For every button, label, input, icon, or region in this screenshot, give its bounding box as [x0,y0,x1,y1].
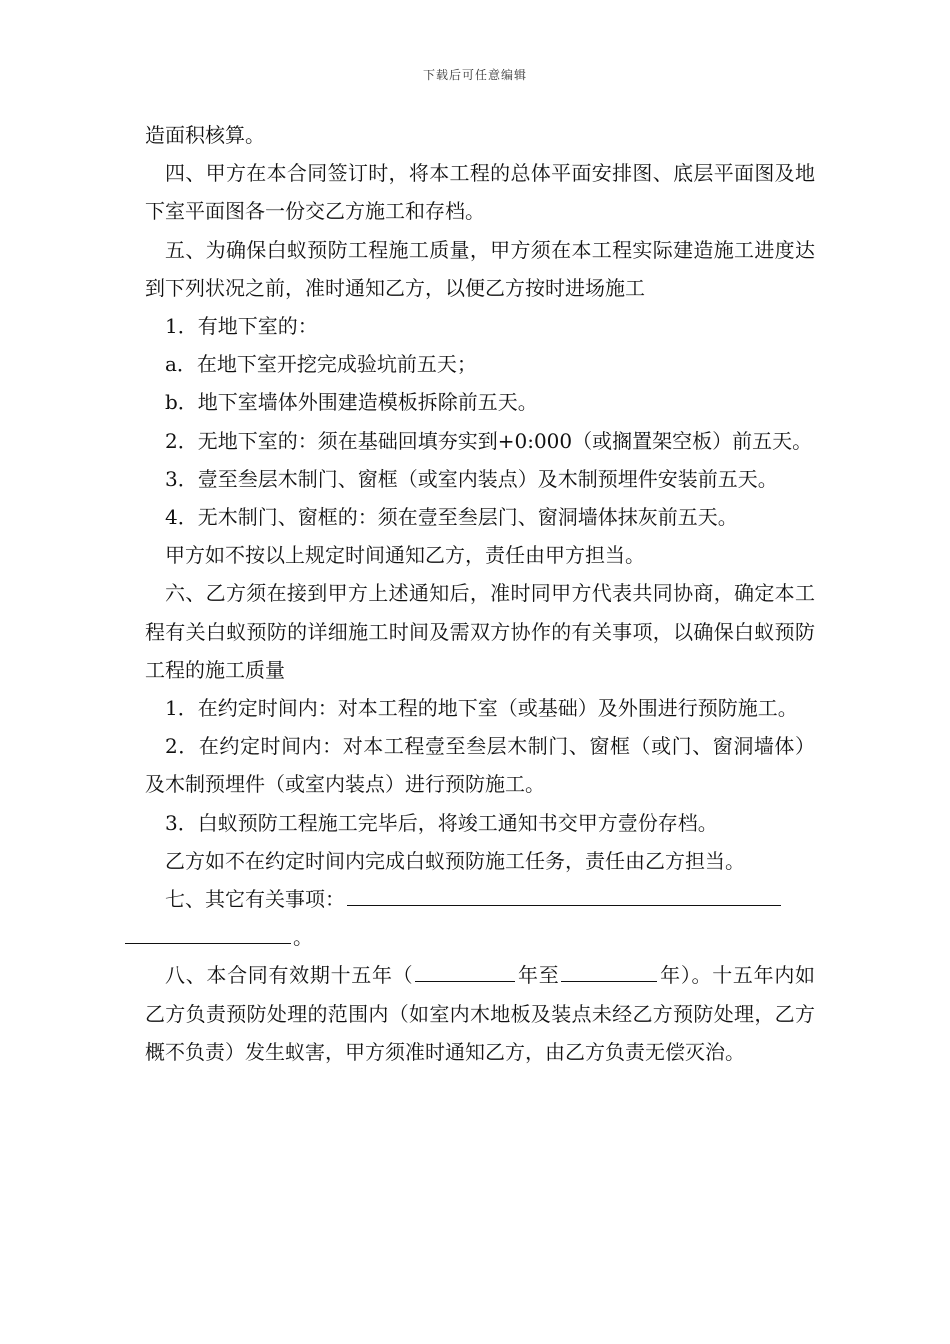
item-no-wood-frames: 4．无木制门、窗框的：须在壹至叁层门、窗洞墙体抹灰前五天。 [165,505,738,530]
paragraph-clause-4: 四、甲方在本合同签订时，将本工程的总体平面安排图、底层平面图及地下室平面图各一份交乙方施工和存档。 [145,161,815,224]
other-matters-blank-line-1 [347,881,781,906]
paragraph-clause-7 [145,880,815,956]
end-year-blank [561,957,657,982]
item-wood-frames: 3．壹至叁层木制门、窗框（或室内装点）及木制预埋件安装前五天。 [165,466,778,491]
clause-7-end: 。 [293,925,313,950]
item-completion-notice: 3．白蚁预防工程施工完毕后，将竣工通知书交甲方壹份存档。 [165,810,718,835]
paragraph-party-b-liability: 乙方如不在约定时间内完成白蚁预防施工任务，责任由乙方担当。 [165,848,745,873]
start-year-blank [415,957,515,982]
item-basement-b: b．地下室墙体外围建造模板拆除前五天。 [165,390,538,415]
paragraph-clause-6: 六、乙方须在接到甲方上述通知后，准时同甲方代表共同协商，确定本工程有关白蚁预防的详细施工时间及需双方协作的有关事项，以确保白蚁预防工程的施工质量 [145,581,815,682]
contract-body [145,116,815,1071]
item-basement-treatment: 1．在约定时间内：对本工程的地下室（或基础）及外围进行预防施工。 [165,696,798,721]
item-floor-treatment: 2．在约定时间内：对本工程壹至叁层木制门、窗框（或门、窗洞墙体）及木制预埋件（或室内装点）进行预防施工。 [145,734,815,797]
item-basement-a: a．在地下室开挖完成验坑前五天； [165,352,477,377]
item-with-basement: 1．有地下室的： [165,314,318,339]
paragraph-clause-5: 五、为确保白蚁预防工程施工质量，甲方须在本工程实际建造施工进度达到下列状况之前，准时通知乙方，以便乙方按时进场施工 [145,237,815,300]
paragraph-party-a-liability: 甲方如不按以上规定时间通知乙方，责任由甲方担当。 [165,543,645,568]
paragraph-area-calc: 造面积核算。 [145,123,265,147]
paragraph-clause-8 [145,956,815,1071]
clause-8-part-a: 八、本合同有效期十五年（ [165,963,414,988]
clause-8-part-c: 年）。十五年内如乙方负责预防处理的范围内（如室内木地板及装点未经乙方预防处理，乙方概不负责）发生蚁害，甲方须准时通知乙方，由乙方负责无偿灭治。 [145,963,816,1064]
other-matters-blank-line-2 [125,919,291,944]
clause-7-label: 七、其它有关事项： [165,887,345,912]
clause-8-part-b: 年至 [517,963,560,988]
page-header-note: 下载后可任意编辑 [422,68,527,82]
item-no-basement: 2．无地下室的：须在基础回填夯实到+0:000（或搁置架空板）前五天。 [165,428,813,453]
